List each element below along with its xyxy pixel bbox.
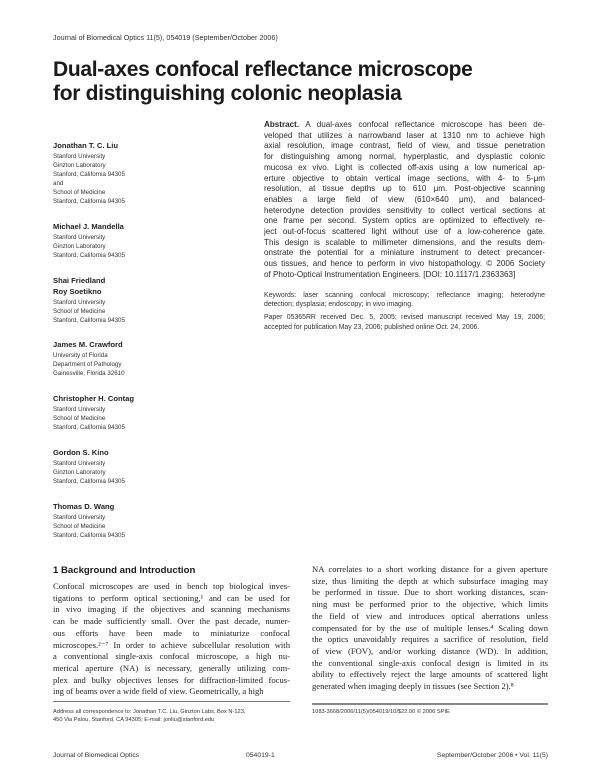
author-affiliation-line: Ginzton Laboratory	[53, 469, 106, 476]
body-text-line: of view (FOV), and/or working distance (WD). In addition,	[312, 645, 548, 656]
author-name: James M. Crawford	[53, 340, 123, 349]
abstract-line: for distinguishing among normal, hyperplastic, and dysplastic colonic	[264, 152, 545, 162]
body-text-line: microscopes.²⁻⁷ In order to achieve subcellular resolution with	[53, 639, 290, 650]
author-affiliation-line: Stanford, California 94305	[53, 532, 125, 539]
running-header: Journal of Biomedical Optics 11(5), 054019 (September/October 2006)	[53, 33, 278, 42]
author-affiliation-line: Stanford University	[53, 299, 106, 306]
paper-history-line: accepted for publication May 23, 2006; published online Oct. 24, 2006.	[264, 323, 480, 331]
body-text-line: Confocal microscopes are used in bench top biological inves-	[53, 581, 290, 591]
author-affiliation-line: Ginzton Laboratory	[53, 243, 106, 250]
body-text-line: merical aperture (NA) is necessary, generally utilizing com-	[53, 662, 290, 673]
body-text-line: in vivo imaging if the objectives and scanning mechanisms	[53, 604, 290, 615]
correspondence-line-1: Address all correspondence to: Jonathan T.C. Liu, Ginzton Labs, Box N-123,	[53, 709, 246, 715]
author-affiliation-line: School of Medicine	[53, 308, 106, 315]
author-affiliation-line: School of Medicine	[53, 415, 106, 422]
footer-issue: September/October 2006 • Vol. 11(5)	[436, 752, 548, 759]
author-affiliation-line: School of Medicine	[53, 189, 106, 196]
footnote-rule-right	[312, 703, 548, 705]
abstract-line: ject out-of-focus scattered light without use of a low-coherence gate.	[264, 227, 545, 236]
author-affiliation-line: Gainesville, Florida 32610	[53, 370, 125, 377]
author-affiliation-line: Stanford University	[53, 234, 106, 241]
body-text-line: plex and bulky objectives lenses for diffraction-limited focus-	[53, 674, 290, 685]
title-line-1: Dual-axes confocal reflectance microscope	[53, 58, 473, 81]
author-affiliation-line: Department of Pathology	[53, 361, 122, 368]
body-text-line: the optics unavoidably requires a sacrifice of resolution, field	[312, 634, 548, 645]
abstract-line: This design is scalable to millimeter dimensions, and the results dem-	[264, 237, 545, 247]
keywords-line: Keywords: laser scanning confocal microscopy; reflectance imaging; heterodyne	[264, 292, 545, 299]
author-affiliation-line: Stanford, California 94305	[53, 171, 125, 178]
abstract-line: one frame per second. System optics are optimized to effectively re-	[264, 216, 545, 226]
abstract-line: erture objective to obtain vertical image sections, with 4- to 5-μm	[264, 173, 545, 183]
author-name: Christopher H. Contag	[53, 394, 134, 403]
author-affiliation-line: Stanford University	[53, 514, 106, 521]
author-name: Roy Soetikno	[53, 287, 102, 296]
abstract-line: ous tissues, and hence to perform in vivo histopathology. © 2006 Society	[264, 259, 545, 269]
body-text-line: generated when imaging deeply in tissues (see Section 2).⁸	[312, 681, 514, 691]
footer-journal: Journal of Biomedical Optics	[53, 752, 140, 759]
author-affiliation-line: School of Medicine	[53, 523, 106, 530]
title-line-2: for distinguishing colonic neoplasia	[53, 82, 402, 105]
body-text-line: the conventional single-axis confocal design is limited in its	[312, 657, 548, 668]
author-affiliation-line: Stanford University	[53, 460, 106, 467]
body-text-line: ning must be performed prior to the objective, which limits	[312, 599, 548, 610]
author-affiliation-line: Stanford, California 94305	[53, 317, 125, 324]
body-text-line: ous efforts have been made to miniaturize confocal	[53, 627, 290, 638]
body-text-line: the field of view and introduces optical aberrations unless	[312, 610, 548, 621]
abstract-line: enables a large field of view (610×640 μm), and balanced-	[264, 194, 545, 204]
abstract-line: resolution, at tissue depths up to 610 μm. Post-objective scanning	[264, 184, 545, 194]
body-text-line: be performed in tissue. Due to short working distances, scan-	[312, 587, 548, 598]
author-name: Michael J. Mandella	[53, 222, 124, 231]
footer-page-number: 054019-1	[246, 752, 275, 759]
body-text-line: a conventional single-axis confocal microscope, a high nu-	[53, 651, 290, 662]
body-text-line: compensated for by the use of multiple lenses.⁴ Scaling down	[312, 622, 548, 633]
issn-line: 1083-3668/2006/11(5)/054019/10/$22.00 © 2006 SPIE	[312, 709, 450, 715]
body-text-line: ability to effectively reject the large amounts of scattered light	[312, 669, 548, 680]
author-name: Gordon S. Kino	[53, 448, 109, 457]
abstract-line: heterodyne detection provides sensitivity to collect vertical sections at	[264, 205, 545, 215]
abstract-label: Abstract.	[264, 120, 300, 129]
author-affiliation-line: Ginzton Laboratory	[53, 162, 106, 169]
author-name: Thomas D. Wang	[53, 502, 115, 511]
author-affiliation-line: Stanford University	[53, 153, 106, 160]
author-name: Jonathan T. C. Liu	[53, 141, 118, 150]
correspondence-line-2: 450 Via Palou, Stanford, CA 94305; E-mail: jonliu@stanford.edu	[53, 717, 215, 723]
abstract-text: A dual-axes confocal reflectance microscope has been de-	[299, 120, 545, 129]
section-heading: 1 Background and Introduction	[53, 565, 196, 576]
author-affiliation-line: Stanford, California 94305	[53, 198, 125, 205]
author-name: Shai Friedland	[53, 276, 106, 285]
body-text-line: can be made sufficiently small. Over the past decade, numer-	[53, 616, 290, 627]
abstract-line	[264, 120, 545, 130]
abstract-line: axial resolution, image contrast, field of view, and tissue penetration	[264, 141, 545, 151]
paper-history-line: Paper 05365RR received Dec. 5, 2005; revised manuscript received May 19, 2006;	[264, 314, 545, 321]
author-affiliation-line: Stanford, California 94305	[53, 424, 125, 431]
abstract-line: veloped that utilizes a narrowband laser at 1310 nm to achieve high	[264, 130, 545, 140]
abstract-line: onstrate the potential for a miniature instrument to detect precancer-	[264, 248, 545, 258]
body-text-line: size, thus limiting the depth at which subsurface imaging may	[312, 575, 548, 586]
author-affiliation-line: University of Florida	[53, 352, 108, 359]
author-affiliation-line: Stanford, California 94305	[53, 478, 125, 485]
author-affiliation-line: Stanford University	[53, 406, 106, 413]
body-text-line: NA correlates to a short working distance for a given aperture	[312, 564, 548, 574]
body-text-line: ing of beams over a wide field of view. Geometrically, a high	[53, 686, 264, 697]
keywords-line: detection; dysplasia; endoscopy; in vivo imaging.	[264, 301, 413, 308]
author-affiliation-line: Stanford, California 94305	[53, 252, 125, 259]
abstract-line: of Photo-Optical Instrumentation Engineers. [DOI: 10.1117/1.2363363]	[264, 269, 516, 279]
footnote-rule-left	[53, 701, 290, 702]
body-text-line: tigations to perform optical sectioning,¹ and can be used for	[53, 592, 290, 603]
author-affiliation-line: and	[53, 180, 64, 187]
abstract-line: mucosa ex vivo. Light is collected off-axis using a low numerical ap-	[264, 162, 545, 172]
